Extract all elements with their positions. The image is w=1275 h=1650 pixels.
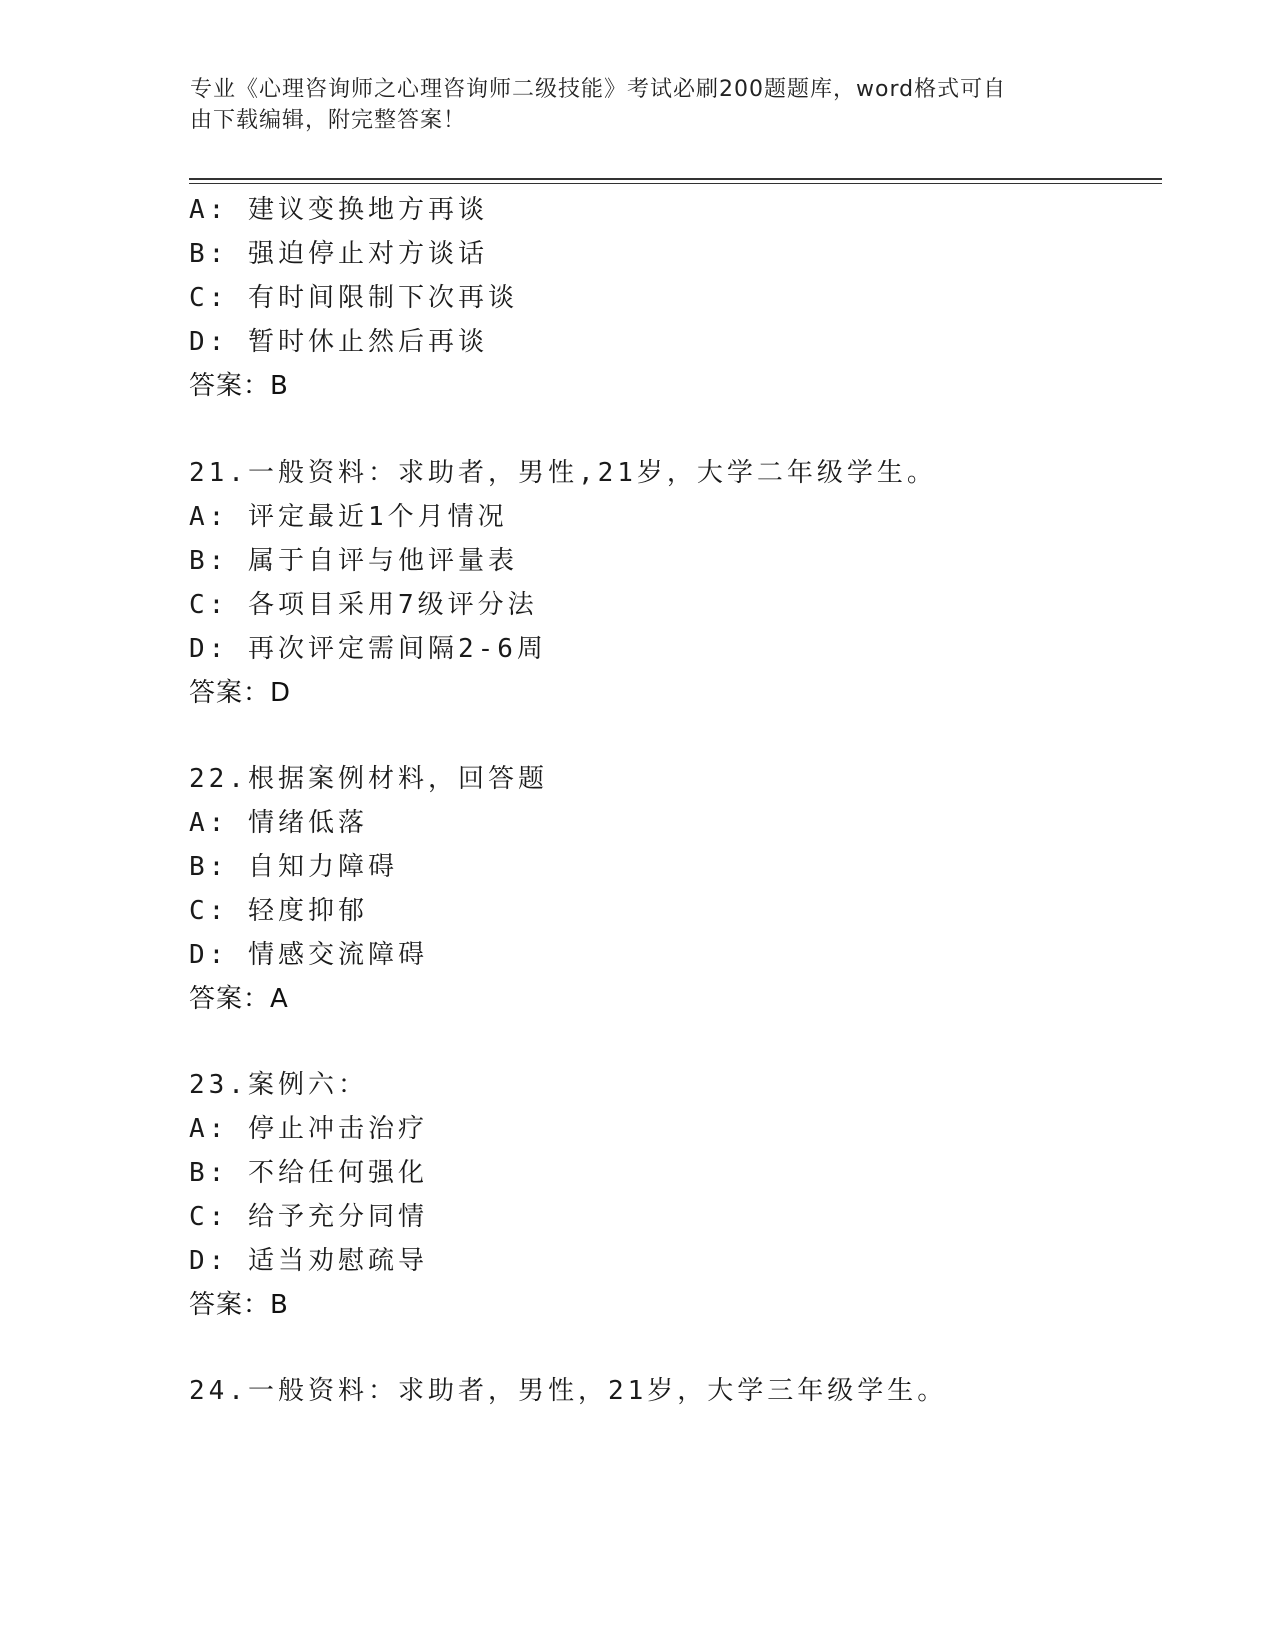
option-b: B: 属于自评与他评量表 xyxy=(189,546,518,576)
answer-line: 答案：D xyxy=(189,678,292,708)
option-d: D: 暂时休止然后再谈 xyxy=(189,327,488,357)
option-c: C: 轻度抑郁 xyxy=(189,896,368,926)
header-rule-thin xyxy=(189,183,1162,184)
option-d: D: 适当劝慰疏导 xyxy=(189,1246,428,1276)
question-stem: 21.一般资料：求助者，男性,21岁，大学二年级学生。 xyxy=(189,458,937,488)
option-b: B: 自知力障碍 xyxy=(189,852,398,882)
question-stem: 23.案例六： xyxy=(189,1070,368,1100)
option-d: D: 情感交流障碍 xyxy=(189,940,428,970)
header-line-1: 专业《心理咨询师之心理咨询师二级技能》考试必刷200题题库，word格式可自 xyxy=(190,77,1007,102)
document-header xyxy=(190,74,1090,136)
option-d: D: 再次评定需间隔2-6周 xyxy=(189,634,547,664)
header-rule-thick xyxy=(189,178,1162,180)
option-c: C: 有时间限制下次再谈 xyxy=(189,283,518,313)
option-b: B: 强迫停止对方谈话 xyxy=(189,239,488,269)
option-a: A: 建议变换地方再谈 xyxy=(189,195,488,225)
option-b: B: 不给任何强化 xyxy=(189,1158,428,1188)
option-c: C: 各项目采用7级评分法 xyxy=(189,590,538,620)
option-a: A: 停止冲击治疗 xyxy=(189,1114,428,1144)
question-stem: 24.一般资料：求助者，男性，21岁，大学三年级学生。 xyxy=(189,1376,948,1406)
question-stem: 22.根据案例材料，回答题 xyxy=(189,764,548,794)
answer-line: 答案：B xyxy=(189,1290,289,1320)
header-line-2: 由下载编辑，附完整答案！ xyxy=(190,108,467,133)
answer-line: 答案：A xyxy=(189,984,289,1014)
answer-line: 答案：B xyxy=(189,371,289,401)
option-a: A: 评定最近1个月情况 xyxy=(189,502,508,532)
option-a: A: 情绪低落 xyxy=(189,808,368,838)
option-c: C: 给予充分同情 xyxy=(189,1202,428,1232)
